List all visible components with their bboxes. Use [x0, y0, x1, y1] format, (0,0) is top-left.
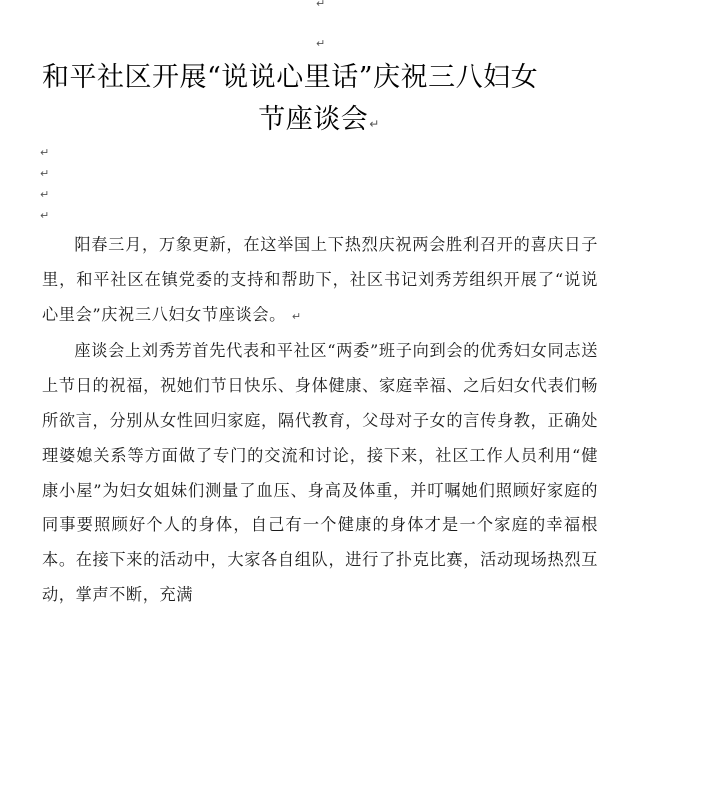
paragraph-mark-icon: ↵ — [40, 167, 50, 180]
paragraph-mark-icon: ↵ — [369, 117, 380, 131]
document-body — [42, 228, 598, 613]
paragraph-mark-icon: ↵ — [291, 309, 302, 323]
paragraph-mark-icon: ↵ — [40, 188, 50, 201]
body-paragraph-1: 阳春三月，万象更新，在这举国上下热烈庆祝两会胜利召开的喜庆日子里，和平社区在镇党委的支持和帮助下，社区书记刘秀芳组织开展了“说说心里会”庆祝三八妇女节座谈会。 ↵ — [42, 235, 598, 324]
document-title-line-2: 节座谈会↵ — [258, 104, 380, 135]
paragraph-mark-icon: ↵ — [40, 209, 50, 222]
paragraph-mark-icon: ↵ — [316, 0, 326, 10]
paragraph-mark-icon: ↵ — [316, 37, 326, 50]
document-title-line-1: 和平社区开展“说说心里话”庆祝三八妇女 — [42, 62, 539, 93]
body-paragraph-2: 座谈会上刘秀芳首先代表和平社区“两委”班子向到会的优秀妇女同志送上节日的祝福，祝她们节日快乐、身体健康、家庭幸福、之后妇女代表们畅所欲言，分别从女性回归家庭，隔代教育，父母对子女的言传身教，正确处理婆媳关系等方面做了专门的交流和讨论，接下来，社区工作人员利用“健康小屋”为妇女姐妹们测量了血压、身高及体重，并叮嘱她们照顾好家庭的同事要照顾好个人的身体，自己有一个健康的身体才是一个家庭的幸福根本。在接下来的活动中，大家各自组队，进行了扑克比赛，活动现场热烈互动，掌声不断，充满 — [42, 341, 598, 604]
paragraph-mark-icon: ↵ — [40, 146, 50, 159]
